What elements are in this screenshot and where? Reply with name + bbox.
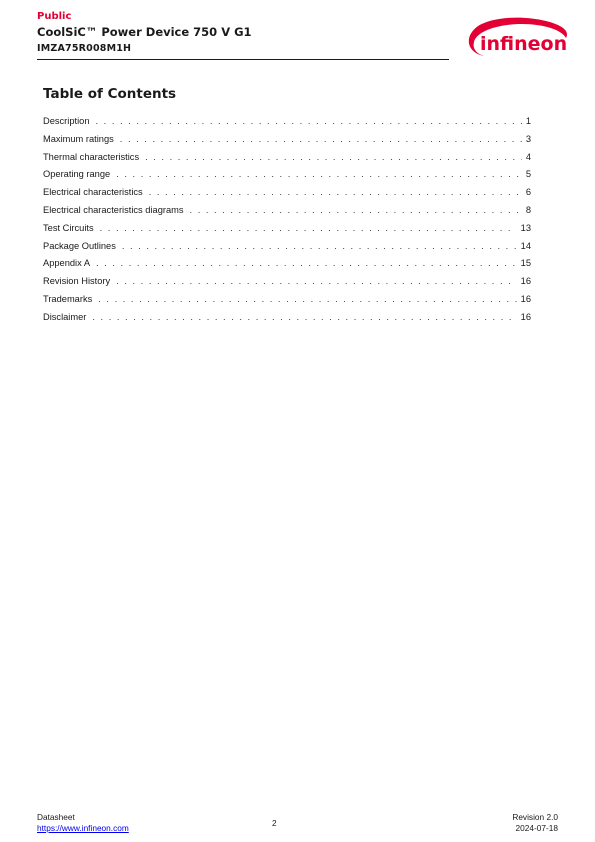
infineon-logo <box>462 16 576 62</box>
toc-leader <box>96 258 517 268</box>
toc-entry-title: Disclaimer <box>43 311 87 322</box>
toc-entry-page: 8 <box>525 204 531 215</box>
toc-leader <box>100 223 517 233</box>
document-title: CoolSiC™ Power Device 750 V G1 <box>37 25 252 39</box>
toc-leader <box>120 134 522 144</box>
footer-website-link[interactable]: https://www.infineon.com <box>37 823 129 833</box>
footer-doc-type: Datasheet <box>37 812 75 822</box>
toc-entry-title: Electrical characteristics diagrams <box>43 204 184 215</box>
toc-leader <box>149 187 522 197</box>
header-rule <box>37 59 449 60</box>
toc-entry-page: 1 <box>525 116 531 126</box>
toc-entry-title: Test Circuits <box>43 222 94 233</box>
toc-leader <box>122 241 517 251</box>
toc-entry-page: 5 <box>525 169 531 180</box>
toc-entry-title: Thermal characteristics <box>43 151 140 162</box>
toc-heading: Table of Contents <box>43 86 177 102</box>
toc-entry-electrical-characteristics-diagrams[interactable] <box>43 205 531 223</box>
table-of-contents <box>43 116 531 330</box>
toc-entry-page: 4 <box>525 151 531 162</box>
toc-entry-title: Package Outlines <box>43 240 116 251</box>
toc-leader <box>98 294 516 304</box>
toc-entry-electrical-characteristics[interactable] <box>43 187 531 205</box>
toc-entry-test-circuits[interactable] <box>43 223 531 241</box>
toc-entry-page: 16 <box>520 293 531 304</box>
toc-entry-page: 6 <box>525 187 531 198</box>
toc-entry-thermal-characteristics[interactable] <box>43 152 531 170</box>
toc-entry-title: Operating range <box>43 169 111 180</box>
footer-left <box>37 812 129 834</box>
toc-entry-revision-history[interactable] <box>43 276 531 294</box>
toc-entry-page: 16 <box>520 276 531 287</box>
toc-entry-trademarks[interactable] <box>43 294 531 312</box>
toc-leader <box>145 152 522 162</box>
footer-right <box>512 812 558 834</box>
toc-entry-maximum-ratings[interactable] <box>43 134 531 152</box>
toc-entry-title: Appendix A <box>43 258 91 269</box>
toc-entry-package-outlines[interactable] <box>43 241 531 259</box>
toc-leader <box>96 116 522 126</box>
toc-entry-appendix-a[interactable] <box>43 258 531 276</box>
footer-date: 2024-07-18 <box>515 823 558 833</box>
toc-entry-title: Description <box>43 116 90 126</box>
toc-leader <box>116 276 516 286</box>
toc-entry-page: 3 <box>525 133 531 144</box>
part-number: IMZA75R008M1H <box>37 43 132 54</box>
toc-leader <box>116 169 522 179</box>
toc-entry-page: 15 <box>520 258 531 269</box>
classification-label: Public <box>37 11 72 22</box>
toc-entry-title: Revision History <box>43 276 111 287</box>
toc-entry-page: 16 <box>520 311 531 322</box>
toc-entry-title: Maximum ratings <box>43 133 114 144</box>
footer-revision: Revision 2.0 <box>512 812 558 822</box>
toc-entry-page: 14 <box>520 240 531 251</box>
toc-entry-disclaimer[interactable] <box>43 312 531 330</box>
toc-entry-title: Trademarks <box>43 293 93 304</box>
toc-entry-description[interactable] <box>43 116 531 134</box>
logo-wordmark: infineon <box>480 33 568 55</box>
toc-entry-page: 13 <box>520 222 531 233</box>
toc-leader <box>190 205 522 215</box>
toc-entry-operating-range[interactable] <box>43 169 531 187</box>
toc-leader <box>92 312 516 322</box>
toc-entry-title: Electrical characteristics <box>43 187 143 198</box>
footer-page-number: 2 <box>272 818 277 828</box>
